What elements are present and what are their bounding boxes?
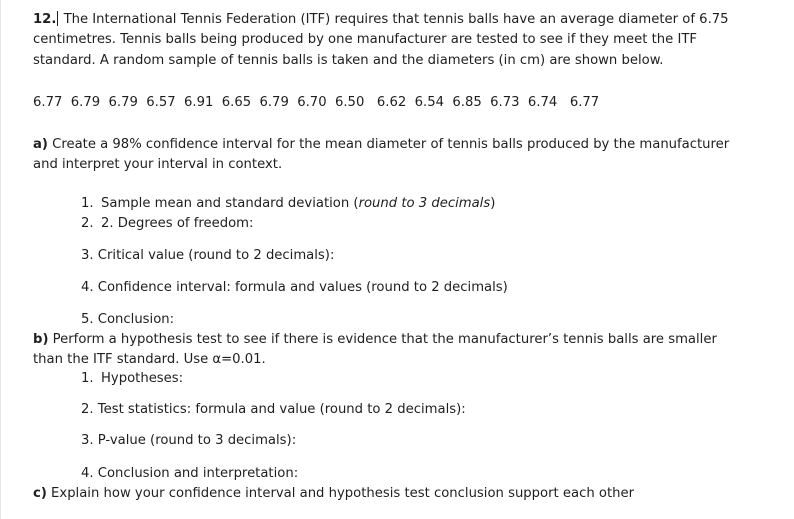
page-edge	[0, 0, 1, 519]
question-number: 12.	[33, 12, 57, 27]
part-b-step-1	[81, 371, 183, 387]
part-a-step-3: 3. Critical value (round to 2 decimals):	[81, 248, 335, 263]
part-a-step-1	[81, 196, 495, 212]
part-b-step-3: 3. P-value (round to 3 decimals):	[81, 433, 297, 448]
sample-data-values: 6.77 6.79 6.79 6.57 6.91 6.65 6.79 6.70 6.50 6.62 6.54 6.85 6.73 6.74 6.77	[33, 95, 600, 110]
part-a-line-2: and interpret your interval in context.	[33, 157, 283, 172]
part-b-step-2: 2. Test statistics: formula and value (round to 2 decimals):	[81, 402, 466, 417]
step-1-close: )	[490, 196, 496, 211]
part-c-line-1	[33, 486, 634, 502]
part-c-text-1: Explain how your confidence interval and hypothesis test conclusion support each other	[46, 486, 635, 501]
b-step-1-number: 1.	[81, 371, 94, 386]
part-b-step-4: 4. Conclusion and interpretation:	[81, 466, 299, 481]
part-c-label: c)	[33, 486, 47, 501]
part-a-step-4: 4. Confidence interval: formula and values (round to 2 decimals)	[81, 280, 508, 295]
step-2-text: 2. Degrees of freedom:	[101, 216, 254, 231]
step-1-italic: round to 3 decimals	[358, 196, 491, 211]
text-cursor	[57, 11, 58, 26]
question-intro-line-1[interactable]	[33, 11, 729, 28]
question-intro-line-2: centimetres. Tennis balls being produced by one manufacturer are tested to see if they meet the ITF	[33, 32, 697, 47]
part-a-line-1	[33, 137, 729, 153]
step-1-number: 1.	[81, 196, 94, 211]
part-b-text-1: Perform a hypothesis test to see if there is evidence that the manufacturer’s tennis balls are smaller	[48, 332, 717, 347]
step-2-number: 2.	[81, 216, 94, 231]
part-a-text-1: Create a 98% confidence interval for the mean diameter of tennis balls produced by the manufacturer	[47, 137, 730, 152]
part-a-label: a)	[33, 137, 48, 152]
b-step-1-text: Hypotheses:	[101, 371, 184, 386]
question-intro-line-3: standard. A random sample of tennis balls is taken and the diameters (in cm) are shown below.	[33, 53, 664, 68]
part-a-step-2	[81, 216, 253, 232]
part-b-line-1	[33, 332, 717, 348]
step-1-text: Sample mean and standard deviation (	[101, 196, 359, 211]
part-b-label: b)	[33, 332, 49, 347]
part-b-line-2: than the ITF standard. Use α=0.01.	[33, 352, 266, 367]
intro-text-1: The International Tennis Federation (ITF) requires that tennis balls have an average diameter of 6.75	[63, 12, 729, 27]
part-a-step-5: 5. Conclusion:	[81, 312, 175, 327]
